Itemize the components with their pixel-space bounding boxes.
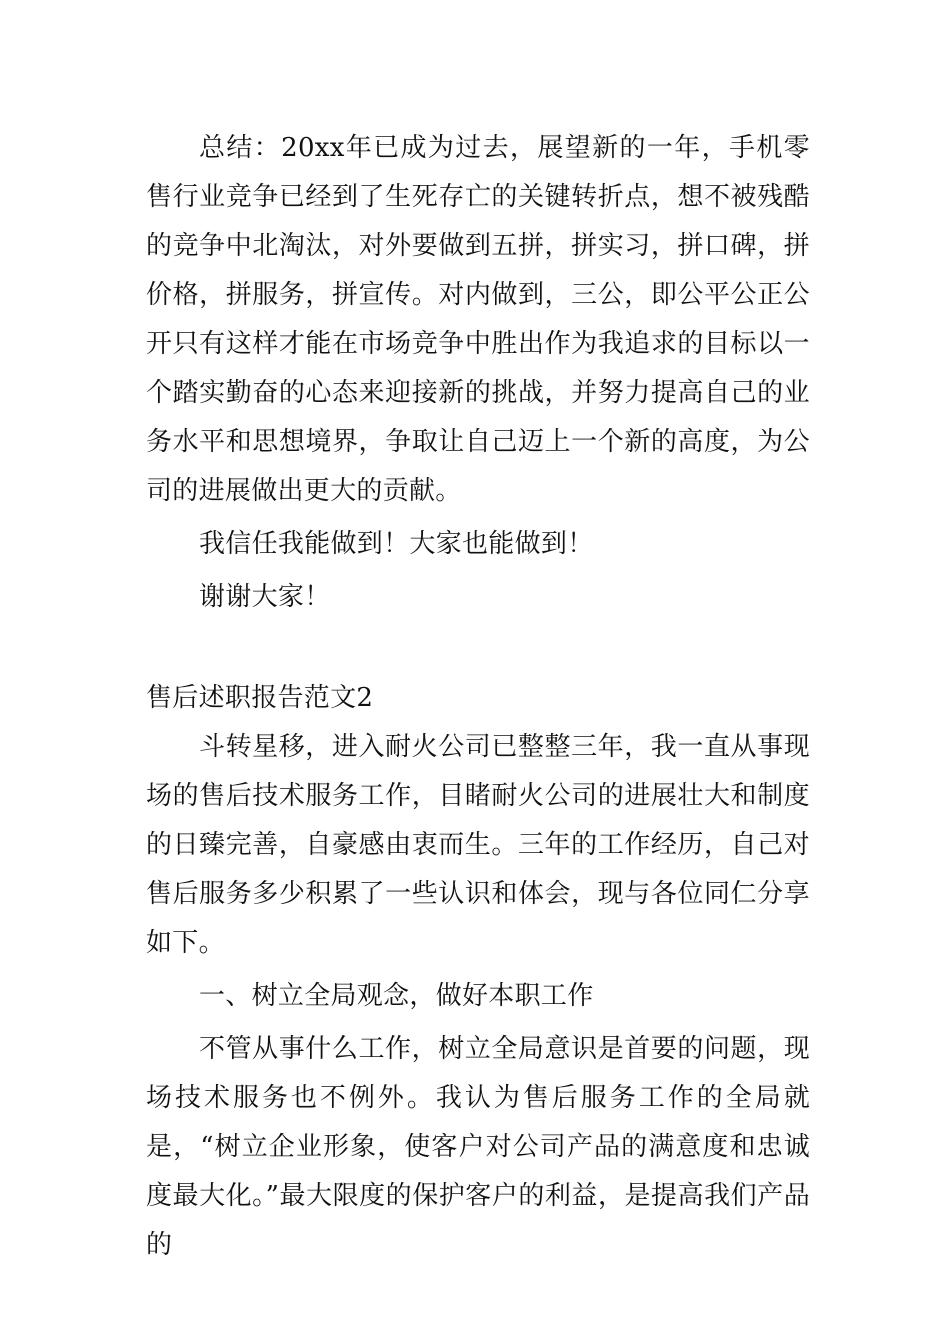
body-paragraph-1: 不管从事什么工作，树立全局意识是首要的问题，现场技术服务也不例外。我认为售后服务工作的全局就是，“树立企业形象，使客户对公司产品的满意度和忠诚度最大化。”最大限度的保护客户的利益，是提高我们产品的: [146, 1034, 810, 1260]
section-gap: [146, 622, 810, 674]
subheading-1: 一、树立全局观念，做好本职工作: [199, 981, 594, 1011]
document-page: [146, 124, 810, 1270]
confidence-line: 我信任我能做到！大家也能做到！: [199, 529, 594, 559]
intro-paragraph: 斗转星移，进入耐火公司已整整三年，我一直从事现场的售后技术服务工作，目睹耐火公司的进展壮大和制度的日臻完善，自豪感由衷而生。三年的工作经历，自己对售后服务多少积累了一些认识和体会，现与各位同仁分享如下。: [146, 732, 810, 958]
thanks-line: 谢谢大家！: [199, 582, 331, 612]
summary-paragraph: 总结：20xx年已成为过去，展望新的一年，手机零售行业竞争已经到了生死存亡的关键转折点，想不被残酷的竞争中北淘汰，对外要做到五拼，拼实习，拼口碑，拼价格，拼服务，拼宣传。对内做到，三公，即公平公正公开只有这样才能在市场竞争中胜出作为我追求的目标以一个踏实勤奋的心态来迎接新的挑战，并努力提高自己的业务水平和思想境界，争取让自己迈上一个新的高度，为公司的进展做出更大的贡献。: [146, 133, 810, 506]
section-title: 售后述职报告范文2: [146, 683, 374, 713]
